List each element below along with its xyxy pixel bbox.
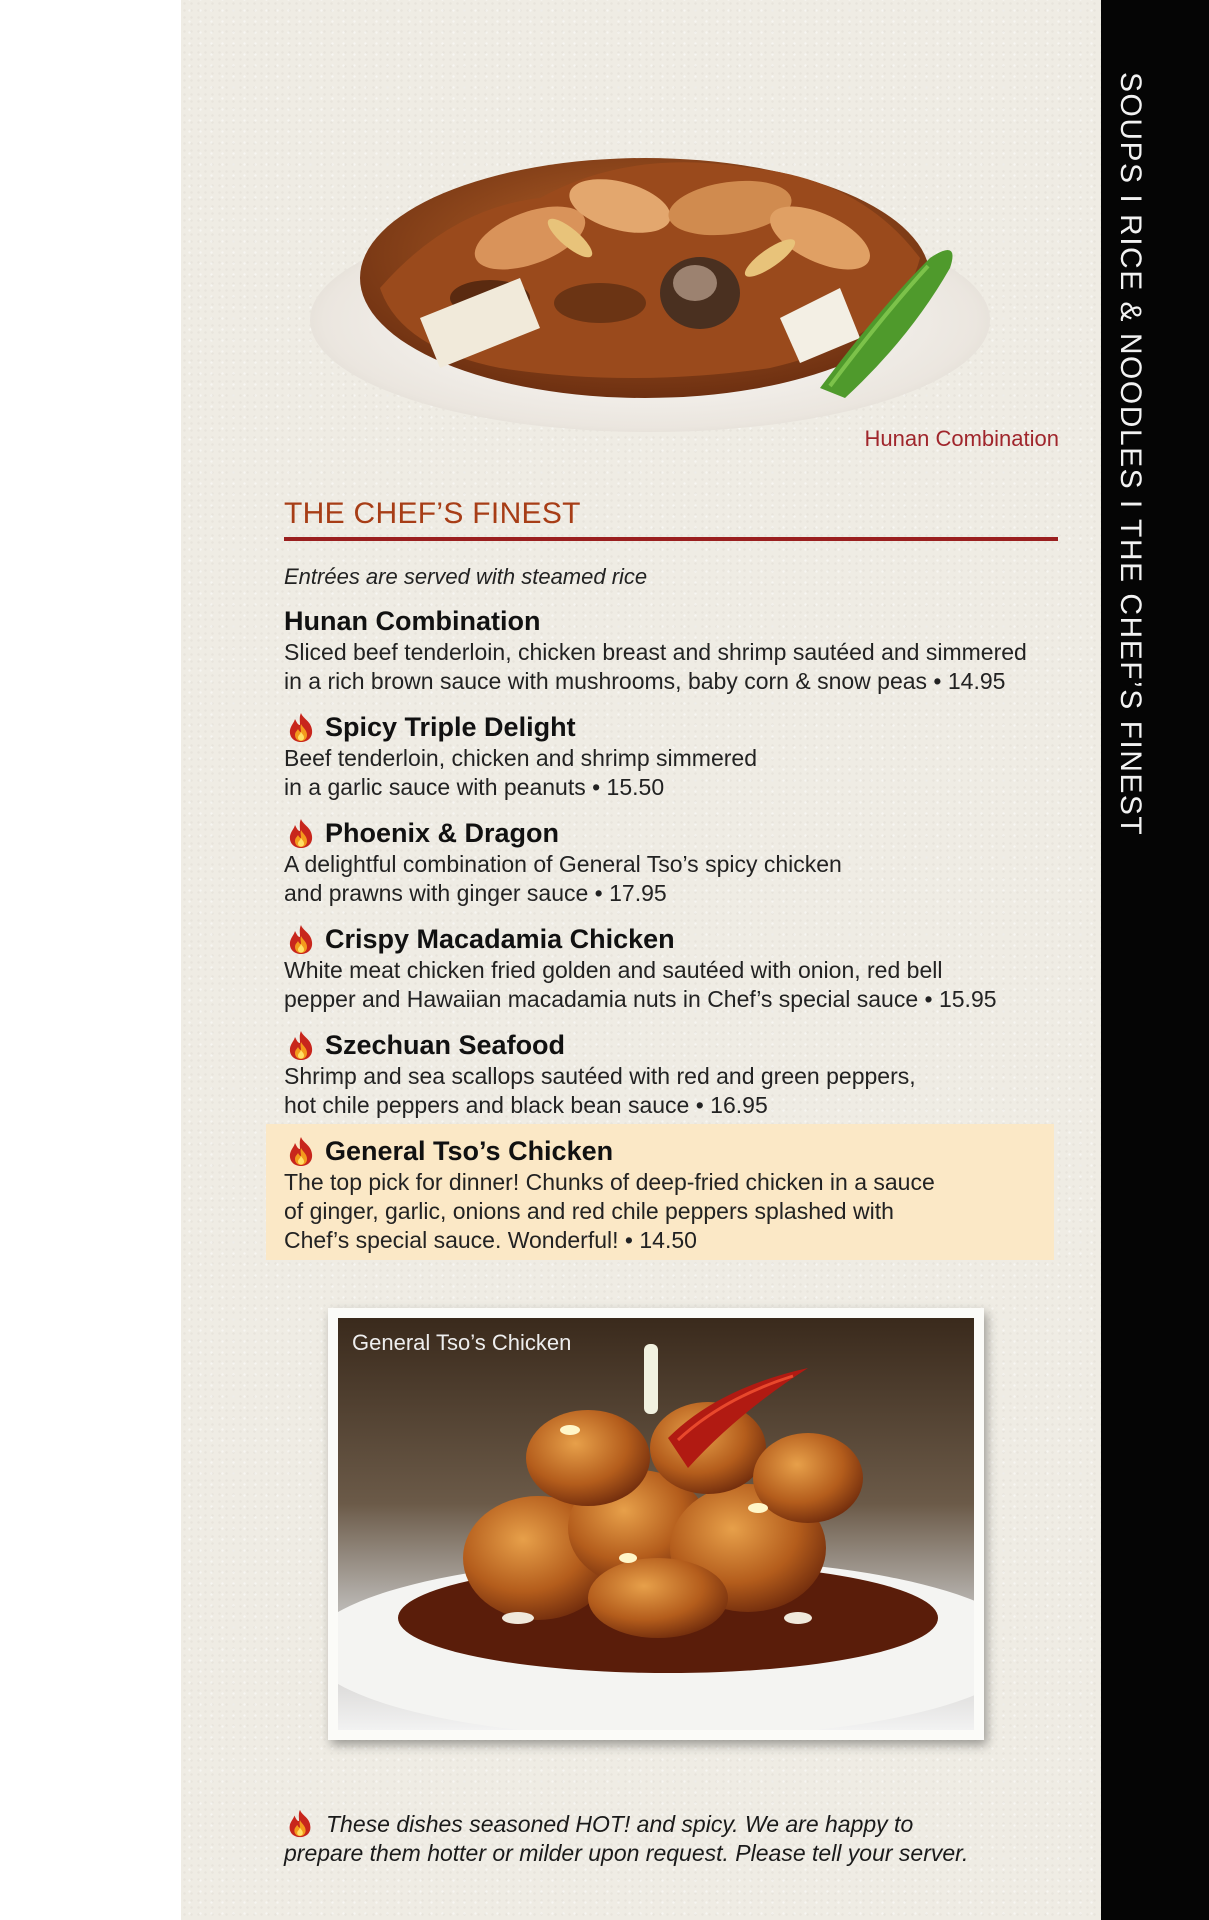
footnote-line: These dishes seasoned HOT! and spicy. We are happy to [326,1811,914,1837]
general-tsos-chicken-photo-frame [328,1308,984,1740]
section-subtitle: Entrées are served with steamed rice [284,564,648,589]
flame-icon [284,923,318,955]
item-description: pepper and Hawaiian macadamia nuts in Chef’s special sauce • 15.95 [284,986,997,1012]
bottom-photo-caption: General Tso’s Chicken [352,1330,572,1355]
item-description: of ginger, garlic, onions and red chile peppers splashed with [284,1198,894,1224]
menu-item-phoenix-dragon [284,816,1074,908]
menu-item-spicy-triple-delight [284,710,1074,802]
section-title: THE CHEF’S FINEST [284,497,1058,541]
item-description: and prawns with ginger sauce • 17.95 [284,880,667,906]
item-description: The top pick for dinner! Chunks of deep-fried chicken in a sauce [284,1169,935,1195]
item-description: Beef tenderloin, chicken and shrimp simmered [284,745,758,771]
menu-item-general-tsos-chicken [284,1134,1074,1255]
item-name: Szechuan Seafood [325,1030,566,1060]
item-name: Crispy Macadamia Chicken [325,924,675,954]
item-description: A delightful combination of General Tso’s spicy chicken [284,851,842,877]
flame-icon [284,817,318,849]
item-description: Shrimp and sea scallops sautéed with red and green peppers, [284,1063,916,1089]
side-navigation-label: SOUPS I RICE & NOODLES I THE CHEF’S FINEST [1114,72,1147,837]
menu-item-szechuan-seafood [284,1028,1074,1120]
flame-icon [284,1135,318,1167]
item-description: Chef’s special sauce. Wonderful! • 14.50 [284,1227,697,1253]
menu-item-list [284,604,1074,1269]
general-tsos-chicken-photo [338,1318,974,1730]
footnote-line: prepare them hotter or milder upon request. Please tell your server. [284,1840,969,1866]
item-description: White meat chicken fried golden and sautéed with onion, red bell [284,957,943,983]
item-description: in a rich brown sauce with mushrooms, baby corn & snow peas • 14.95 [284,668,1006,694]
menu-item-hunan-combination [284,604,1074,696]
menu-item-crispy-macadamia-chicken [284,922,1074,1014]
item-name: General Tso’s Chicken [325,1136,614,1166]
item-name: Spicy Triple Delight [325,712,576,742]
spicy-footnote [284,1808,1064,1868]
hunan-combination-photo [300,88,1000,448]
flame-icon [284,711,318,743]
item-description: hot chile peppers and black bean sauce • 16.95 [284,1092,768,1118]
item-description: Sliced beef tenderloin, chicken breast and shrimp sautéed and simmered [284,639,1027,665]
flame-icon [284,1808,316,1838]
flame-icon [284,1029,318,1061]
top-photo-caption: Hunan Combination [864,426,1059,451]
item-description: in a garlic sauce with peanuts • 15.50 [284,774,665,800]
item-name: Hunan Combination [284,606,541,636]
item-name: Phoenix & Dragon [325,818,560,848]
